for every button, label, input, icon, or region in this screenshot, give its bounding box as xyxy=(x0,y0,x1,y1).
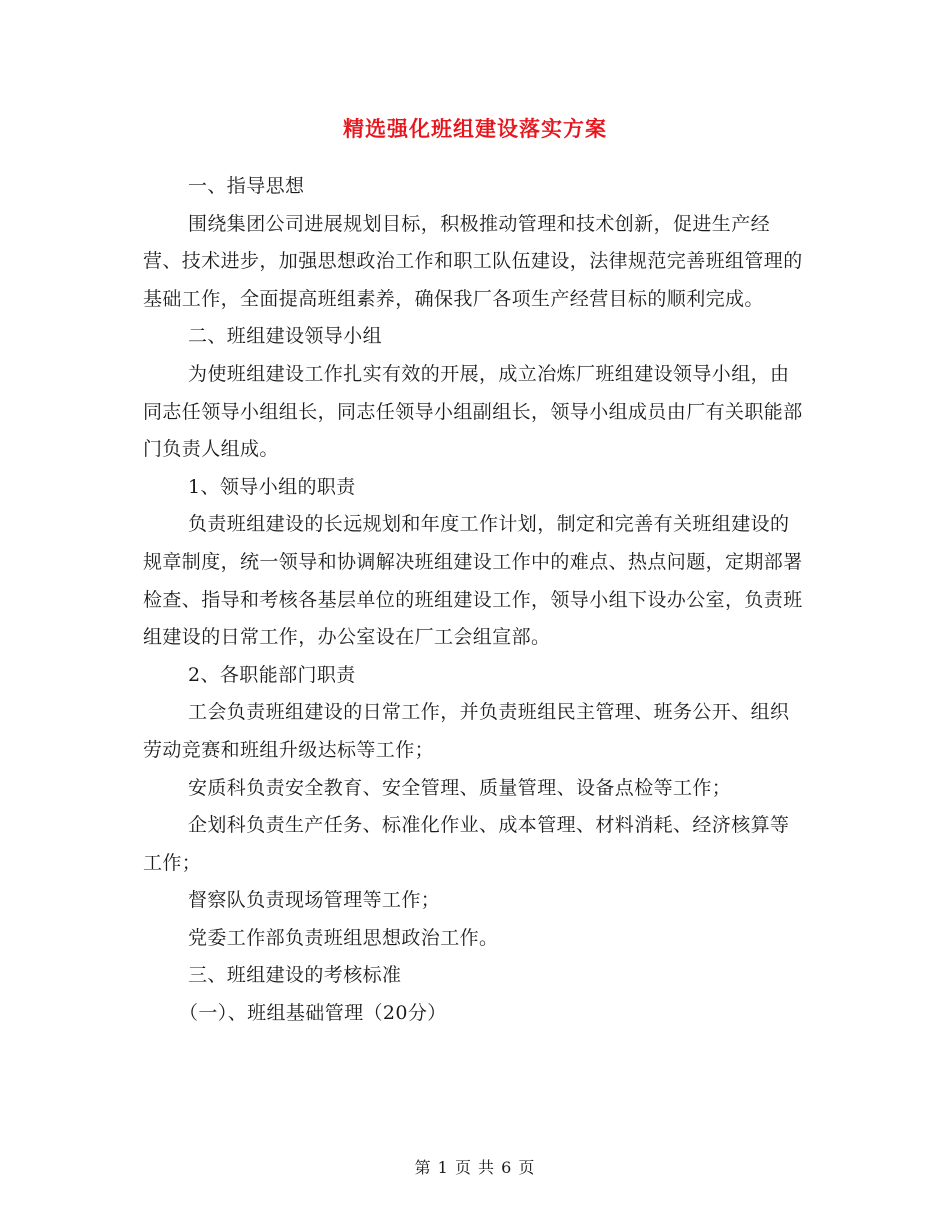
paragraph: 企划科负责生产任务、标准化作业、成本管理、材料消耗、经济核算等工作； xyxy=(143,814,790,874)
paragraph: 负责班组建设的长远规划和年度工作计划，制定和完善有关班组建设的规章制度，统一领导和协调解决班组建设工作中的难点、热点问题，定期部署检查、指导和考核各基层单位的班组建设工作，领导小组下设办公室，负责班组建设的日常工作，办公室设在厂工会组宣部。 xyxy=(143,513,803,649)
section-heading: 一、指导思想 xyxy=(188,175,305,197)
page-footer: 第 1 页 共 6 页 xyxy=(414,1158,536,1177)
subsection-heading: （一）、班组基础管理（20分） xyxy=(179,1002,447,1025)
paragraph: 安质科负责安全教育、安全管理、质量管理、设备点检等工作； xyxy=(188,776,732,799)
subsection-heading: 2、各职能部门职责 xyxy=(188,663,356,686)
paragraph: 工会负责班组建设的日常工作，并负责班组民主管理、班务公开、组织劳动竞赛和班组升级达标等工作； xyxy=(143,701,790,761)
paragraph: 党委工作部负责班组思想政治工作。 xyxy=(188,926,499,949)
paragraph: 督察队负责现场管理等工作； xyxy=(188,889,441,912)
document-body xyxy=(143,168,803,1033)
document-title: 精选强化班组建设落实方案 xyxy=(343,116,607,141)
paragraph: 围绕集团公司进展规划目标，积极推动管理和技术创新，促进生产经营、技术进步，加强思想政治工作和职工队伍建设，法律规范完善班组管理的基础工作，全面提高班组素养，确保我厂各项生产经营目标的顺利完成。 xyxy=(143,212,803,310)
section-heading: 二、班组建设领导小组 xyxy=(188,325,383,348)
section-heading: 三、班组建设的考核标准 xyxy=(188,964,402,987)
paragraph: 为使班组建设工作扎实有效的开展，成立冶炼厂班组建设领导小组，由同志任领导小组组长，同志任领导小组副组长，领导小组成员由厂有关职能部门负责人组成。 xyxy=(143,362,803,461)
subsection-heading: 1、领导小组的职责 xyxy=(188,475,356,498)
